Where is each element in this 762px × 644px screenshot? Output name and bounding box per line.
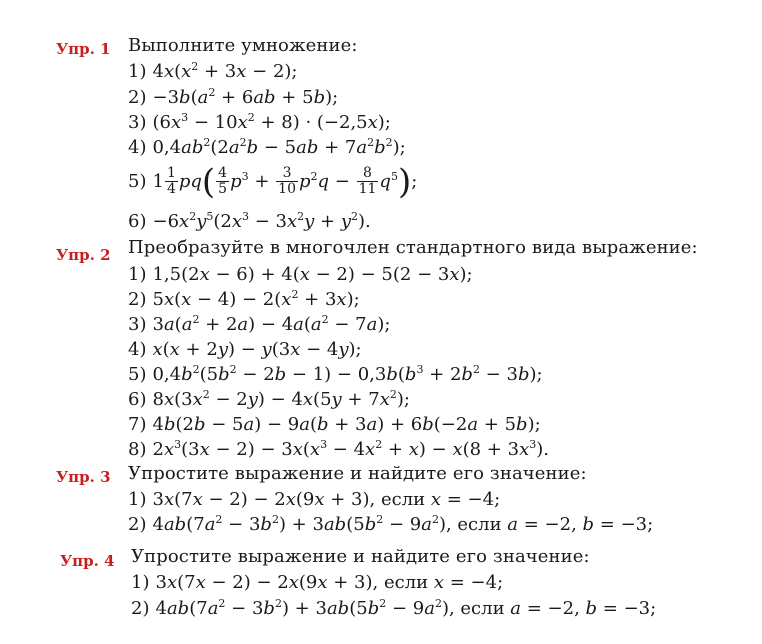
exercise-label: Упр. 2 bbox=[56, 246, 111, 264]
item-expression: $(6x^3 - 10x^2 + 8) \cdot (-2,5x)$; bbox=[152, 111, 391, 133]
item-number: 3) bbox=[128, 314, 147, 335]
item-number: 2) bbox=[128, 289, 147, 310]
exercise-title: Выполните умножение: bbox=[128, 35, 358, 56]
item-expression: 3x(7x − 2) − 2x(9x + 3), если x = −4; bbox=[152, 489, 501, 510]
item-number: 4) bbox=[128, 137, 147, 158]
item-expression: $2x^3(3x - 2) - 3x(x^3 - 4x^2 + x) - x(8 + 3x^3)$. bbox=[152, 438, 549, 460]
list-item bbox=[128, 489, 500, 510]
list-item bbox=[128, 364, 543, 385]
list-item bbox=[131, 598, 656, 619]
list-item bbox=[128, 264, 473, 285]
item-number: 1) bbox=[131, 572, 150, 593]
item-number: 1) bbox=[128, 61, 147, 82]
item-number: 1) bbox=[128, 489, 147, 510]
exercise-title: Упростите выражение и найдите его значение: bbox=[128, 463, 587, 484]
item-number: 1) bbox=[128, 264, 147, 285]
exercise-title: Преобразуйте в многочлен стандартного вида выражение: bbox=[128, 237, 698, 258]
item-number: 2) bbox=[131, 598, 150, 619]
item-expression: $8x(3x^2 - 2y) - 4x(5y + 7x^2)$; bbox=[152, 388, 410, 410]
item-number: 2) bbox=[128, 514, 147, 535]
list-item bbox=[128, 61, 298, 82]
list-item bbox=[128, 389, 410, 410]
item-expression: $3a(a^2 + 2a) - 4a(a^2 - 7a)$; bbox=[152, 313, 391, 335]
item-expression: x(x + 2y) − y(3x − 4y); bbox=[152, 339, 362, 360]
list-item bbox=[128, 211, 371, 232]
item-expression: $4ab(7a^2 - 3b^2) + 3ab(5b^2 - 9a^2)$, если a = −2, b = −3; bbox=[155, 597, 657, 619]
item-expression: 4b(2b − 5a) − 9a(b + 3a) + 6b(−2a + 5b); bbox=[152, 414, 541, 435]
list-item bbox=[128, 137, 406, 158]
item-number: 5) bbox=[128, 170, 147, 192]
item-number: 6) bbox=[128, 211, 147, 232]
list-item bbox=[128, 514, 653, 535]
item-number: 7) bbox=[128, 414, 147, 435]
item-number: 2) bbox=[128, 87, 147, 108]
list-item bbox=[128, 161, 418, 202]
list-item bbox=[128, 439, 549, 460]
list-item bbox=[128, 414, 541, 435]
item-expression: 1,5(2x − 6) + 4(x − 2) − 5(2 − 3x); bbox=[152, 264, 473, 285]
item-expression: $4x(x^2 + 3x - 2)$; bbox=[152, 60, 298, 82]
item-expression: 3x(7x − 2) − 2x(9x + 3), если x = −4; bbox=[155, 572, 504, 593]
item-expression: $5x(x - 4) - 2(x^2 + 3x)$; bbox=[152, 288, 360, 310]
list-item bbox=[128, 314, 390, 335]
item-number: 6) bbox=[128, 389, 147, 410]
item-expression: 1 $\frac{1}{4}$ pq( $\frac{4}{5}$ $p^3$ + $\frac{3}{10}$ $p^2q$ − $\frac{8}{11}$ $q^5$); bbox=[152, 161, 418, 202]
item-expression: $-3b(a^2 + 6ab + 5b)$; bbox=[152, 86, 339, 108]
list-item bbox=[128, 289, 360, 310]
list-item bbox=[128, 112, 391, 133]
list-item bbox=[128, 339, 362, 360]
item-number: 3) bbox=[128, 112, 147, 133]
exercise-label: Упр. 4 bbox=[60, 552, 115, 570]
item-expression: $-6x^2y^5(2x^3 - 3x^2y + y^2)$. bbox=[152, 210, 371, 232]
item-number: 4) bbox=[128, 339, 147, 360]
exercise-label: Упр. 3 bbox=[56, 468, 111, 486]
item-expression: $0,4ab^2(2a^2b - 5ab + 7a^2b^2)$; bbox=[152, 136, 406, 158]
item-expression: $4ab(7a^2 - 3b^2) + 3ab(5b^2 - 9a^2)$, если a = −2, b = −3; bbox=[152, 513, 654, 535]
item-number: 5) bbox=[128, 364, 147, 385]
exercise-label: Упр. 1 bbox=[56, 40, 111, 58]
exercise-title: Упростите выражение и найдите его значение: bbox=[131, 546, 590, 567]
list-item bbox=[128, 87, 338, 108]
item-expression: $0,4b^2(5b^2 - 2b - 1) - 0,3b(b^3 + 2b^2 - 3b)$; bbox=[152, 363, 543, 385]
item-number: 8) bbox=[128, 439, 147, 460]
list-item bbox=[131, 572, 503, 593]
